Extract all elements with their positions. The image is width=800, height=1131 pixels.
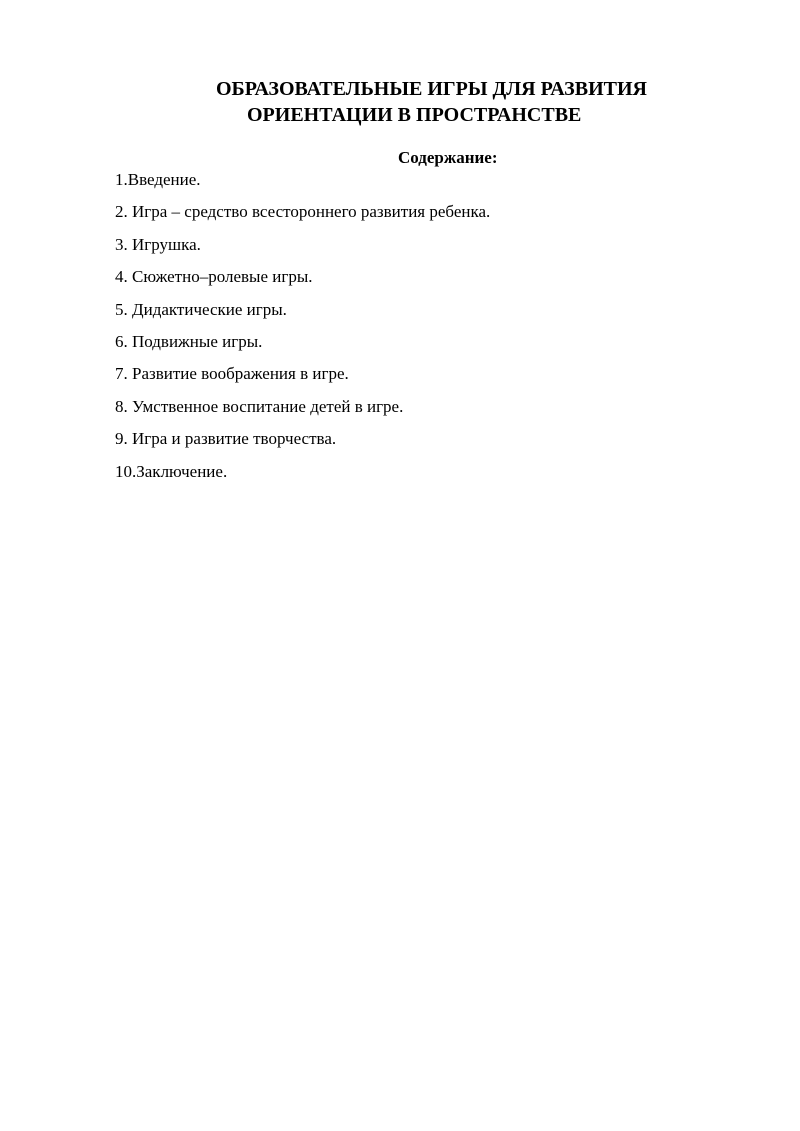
- document-title-line-1: ОБРАЗОВАТЕЛЬНЫЕ ИГРЫ ДЛЯ РАЗВИТИЯ: [216, 78, 647, 100]
- toc-item-toy: 3. Игрушка.: [115, 234, 201, 254]
- toc-item-conclusion: 10.Заключение.: [115, 461, 228, 481]
- toc-item-role-playing-games: 4. Сюжетно–ролевые игры.: [115, 267, 313, 287]
- toc-item-mental-education: 8. Умственное воспитание детей в игре.: [115, 396, 404, 416]
- toc-item-imagination-development: 7. Развитие воображения в игре.: [115, 364, 349, 384]
- toc-item-introduction: 1.Введение.: [115, 170, 201, 189]
- toc-item-outdoor-games: 6. Подвижные игры.: [115, 331, 263, 351]
- toc-item-didactic-games: 5. Дидактические игры.: [115, 299, 287, 319]
- table-of-contents: [115, 169, 490, 493]
- toc-item-creativity-development: 9. Игра и развитие творчества.: [115, 429, 337, 449]
- toc-heading: Содержание:: [398, 148, 498, 167]
- document-title-line-2: ОРИЕНТАЦИИ В ПРОСТРАНСТВЕ: [247, 104, 582, 126]
- toc-item-game-as-development-means: 2. Игра – средство всестороннего развития ребенка.: [115, 202, 491, 222]
